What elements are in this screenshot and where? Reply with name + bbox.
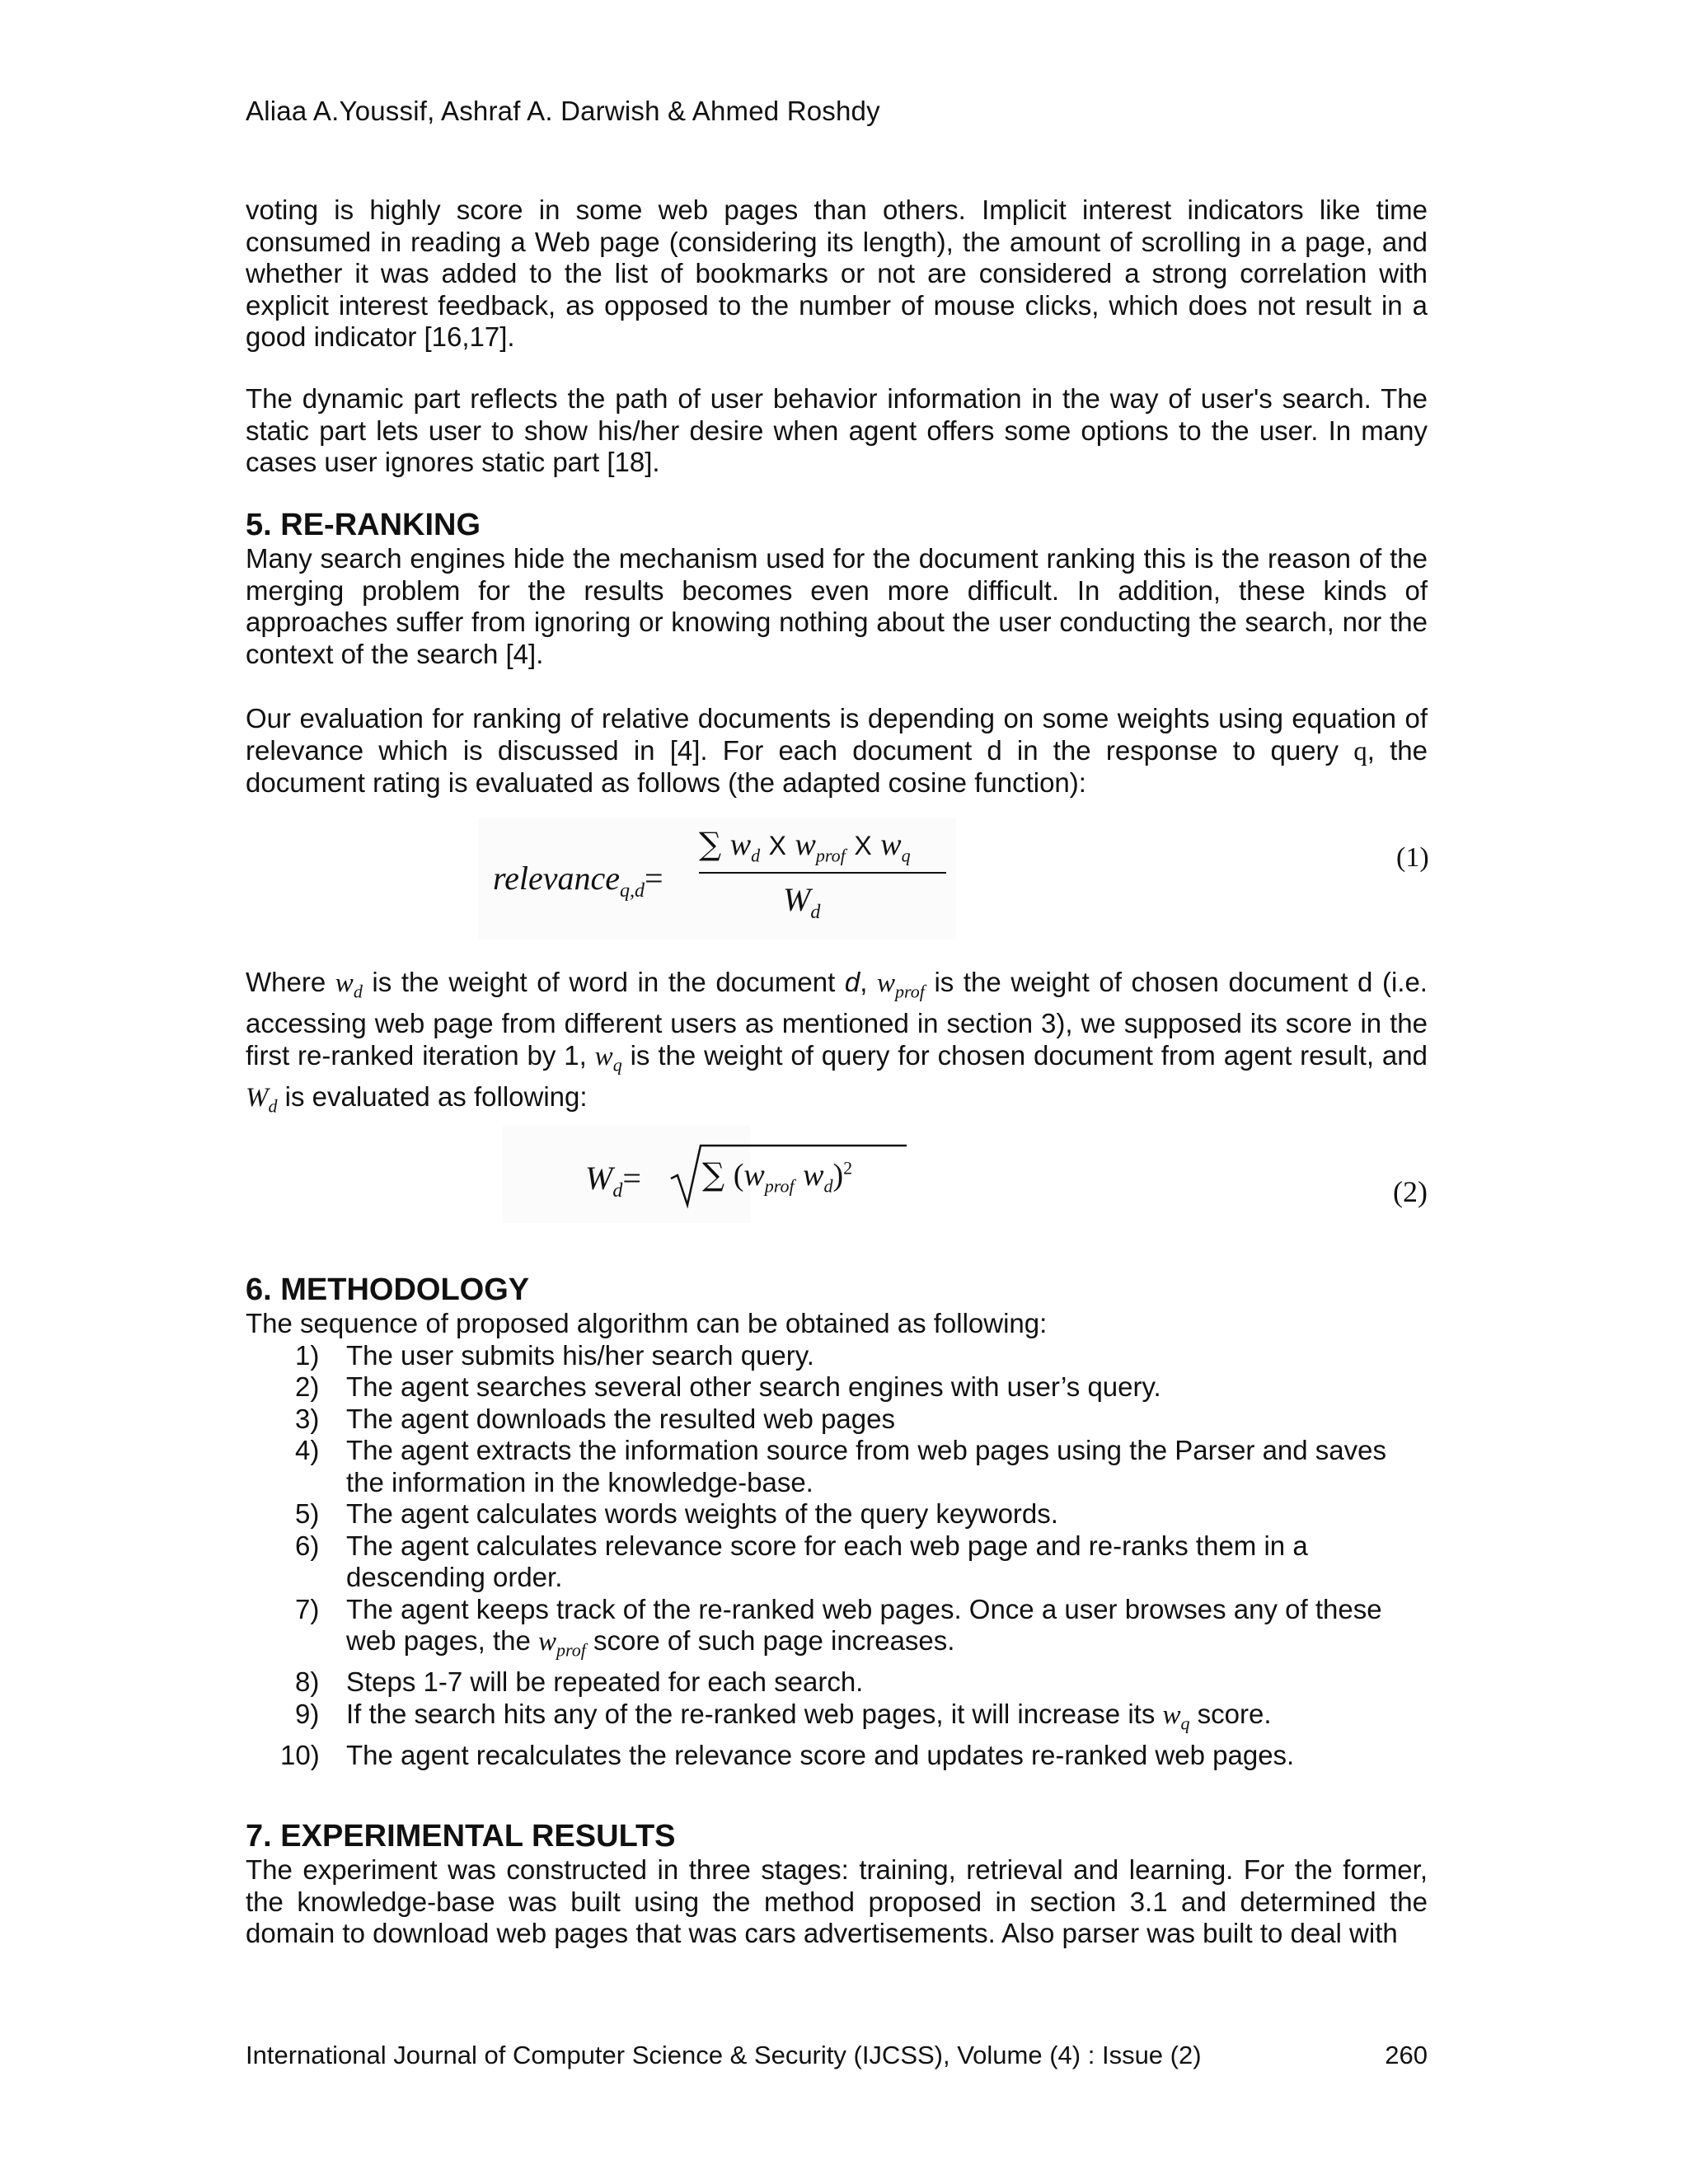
- list-item: 8) Steps 1-7 will be repeated for each search.: [295, 1666, 864, 1698]
- eq2-Wd-sub: d: [612, 1180, 623, 1202]
- eq2-exponent: 2: [843, 1157, 853, 1179]
- eq1-wq-sub: q: [901, 845, 911, 866]
- section-5-paragraph-1: Many search engines hide the mechanism used for the document ranking this is the reason of the merging problem for the results becomes even more difficult. In addition, these kinds of approaches suffer from ignoring or knowing nothing about the user conducting the search, nor the context of the search [4].: [246, 543, 1428, 669]
- eq2-radicand: ∑ ($w_{prof}$ $w_d)^2$: [702, 1156, 853, 1197]
- paragraph-dynamic-text: The dynamic part reflects the path of user behavior information in the way of user's search. The static part lets user to show his/her desire when agent offers some options to the user. In many cases user ignores static part [18].: [246, 383, 1428, 477]
- p2-text-a: Our evaluation for ranking of relative documents is depending on some weights using equation of relevance which is discussed in [4]. For each document d in the response to query: [246, 703, 1428, 766]
- step7-wprof: w: [538, 1627, 557, 1657]
- equation-2-number: (2): [1393, 1175, 1428, 1208]
- eq1-times-2: X: [854, 831, 872, 860]
- section-6-intro: The sequence of proposed algorithm can be obtained as following:: [246, 1308, 1048, 1338]
- paragraph-voting-text: voting is highly score in some web pages than others. Implicit interest indicators like time consumed in reading a Web page (considering its length), the amount of scrolling in a page, and whether it was added to the list of bookmarks or not are considered a strong correlation with explicit interest feedback, as opposed to the number of mouse clicks, which does not result in a good indicator [16,17].: [246, 194, 1428, 352]
- list-item: 9) If the search hits any of the re-ranked web pages, it will increase its $w_q$ score.: [295, 1698, 1272, 1734]
- eq1-sum-symbol: ∑: [699, 826, 722, 862]
- eq1-lhs-sub: q,d: [619, 880, 645, 902]
- list-item: 3) The agent downloads the resulted web pages: [295, 1403, 895, 1434]
- equation-1-number: (1): [1396, 842, 1429, 873]
- list-item: 6) The agent calculates relevance score for each web page and re-ranks them in a descending order.: [295, 1530, 1308, 1592]
- eq1-wprof-sub: prof: [815, 845, 846, 866]
- section-5-paragraph-2: [246, 703, 1428, 799]
- list-item: 2) The agent searches several other search engines with user’s query.: [295, 1371, 1161, 1402]
- eq1-wd: w: [729, 827, 752, 862]
- eq1-denominator: [783, 880, 820, 924]
- eq2-sum-symbol: ∑: [702, 1156, 725, 1193]
- section-5: [246, 507, 1428, 670]
- section-5-title: 5. RE-RANKING: [246, 508, 481, 542]
- equation-1: [478, 818, 956, 940]
- section-7-paragraph-1: The experiment was constructed in three stages: training, retrieval and learning. For the former, the knowledge-base was built using the method proposed in section 3.1 and determined the domain to download web pages that was cars advertisements. Also parser was built to deal with: [246, 1854, 1428, 1948]
- list-item: 5) The agent calculates words weights of the query keywords.: [295, 1498, 1058, 1529]
- where-wd: w: [335, 968, 354, 998]
- list-item: 4) The agent extracts the information source from web pages using the Parser and saves the information in the knowledge-base.: [295, 1435, 1387, 1497]
- where-wq: w: [594, 1041, 613, 1071]
- page-number: 260: [1385, 2041, 1428, 2069]
- eq1-numerator: [699, 826, 911, 867]
- eq1-equals: =: [644, 860, 663, 897]
- where-paragraph: Where $w_d$ is the weight of word in the document d, $w_{prof}$ is the weight of chosen document d (i.e. accessing web page from different users as mentioned in section 3), we supposed its score in the first re-ranked iteration by 1, $w_q$ is the weight of query for chosen document from agent result, and $W_d$ is evaluated as following:: [246, 967, 1428, 1117]
- section-6-title: 6. METHODOLOGY: [246, 1272, 530, 1307]
- paragraph-voting: [246, 194, 1428, 354]
- eq1-times-1: X: [768, 831, 786, 860]
- eq1-Wd: W: [783, 881, 811, 918]
- where-Wd: W: [246, 1082, 269, 1113]
- eq1-wprof: w: [795, 827, 816, 862]
- list-item: 1) The user submits his/her search query.: [295, 1339, 814, 1371]
- eq2-wd: w: [803, 1158, 824, 1193]
- eq1-Wd-sub: d: [810, 902, 821, 923]
- eq1-wq: w: [880, 827, 902, 862]
- eq2-wprof: w: [743, 1158, 765, 1193]
- section-7: [246, 1818, 1428, 1950]
- methodology-steps: [246, 1340, 1428, 1772]
- eq1-wd-sub: d: [751, 845, 761, 866]
- footer-journal: International Journal of Computer Science & Security (IJCSS), Volume (4) : Issue (2): [246, 2041, 1202, 2069]
- p2-query-symbol: q: [1353, 736, 1367, 766]
- list-item: 7) The agent keeps track of the re-ranked web pages. Once a user browses any of these web pages, the $w_{prof}$ score of such page increases.: [295, 1593, 1382, 1661]
- running-header: Aliaa A.Youssif, Ashraf A. Darwish & Ahmed Roshdy: [246, 96, 880, 126]
- where-wprof: w: [876, 968, 895, 998]
- eq1-fraction-bar: [699, 872, 946, 874]
- section-7-title: 7. EXPERIMENTAL RESULTS: [246, 1819, 676, 1854]
- list-item: 10) The agent recalculates the relevance score and updates re-ranked web pages.: [280, 1739, 1295, 1770]
- step9-wq: w: [1162, 1699, 1181, 1730]
- section-6: [246, 1272, 1428, 1771]
- eq2-Wd: W: [585, 1160, 613, 1197]
- eq2-equals: =: [622, 1160, 641, 1197]
- eq1-lhs: relevance: [493, 860, 620, 897]
- p2-text-b: , the document rating is evaluated as follows (the adapted cosine function):: [246, 734, 1428, 798]
- page-footer: [246, 2041, 1428, 2070]
- paragraph-dynamic: [246, 383, 1428, 479]
